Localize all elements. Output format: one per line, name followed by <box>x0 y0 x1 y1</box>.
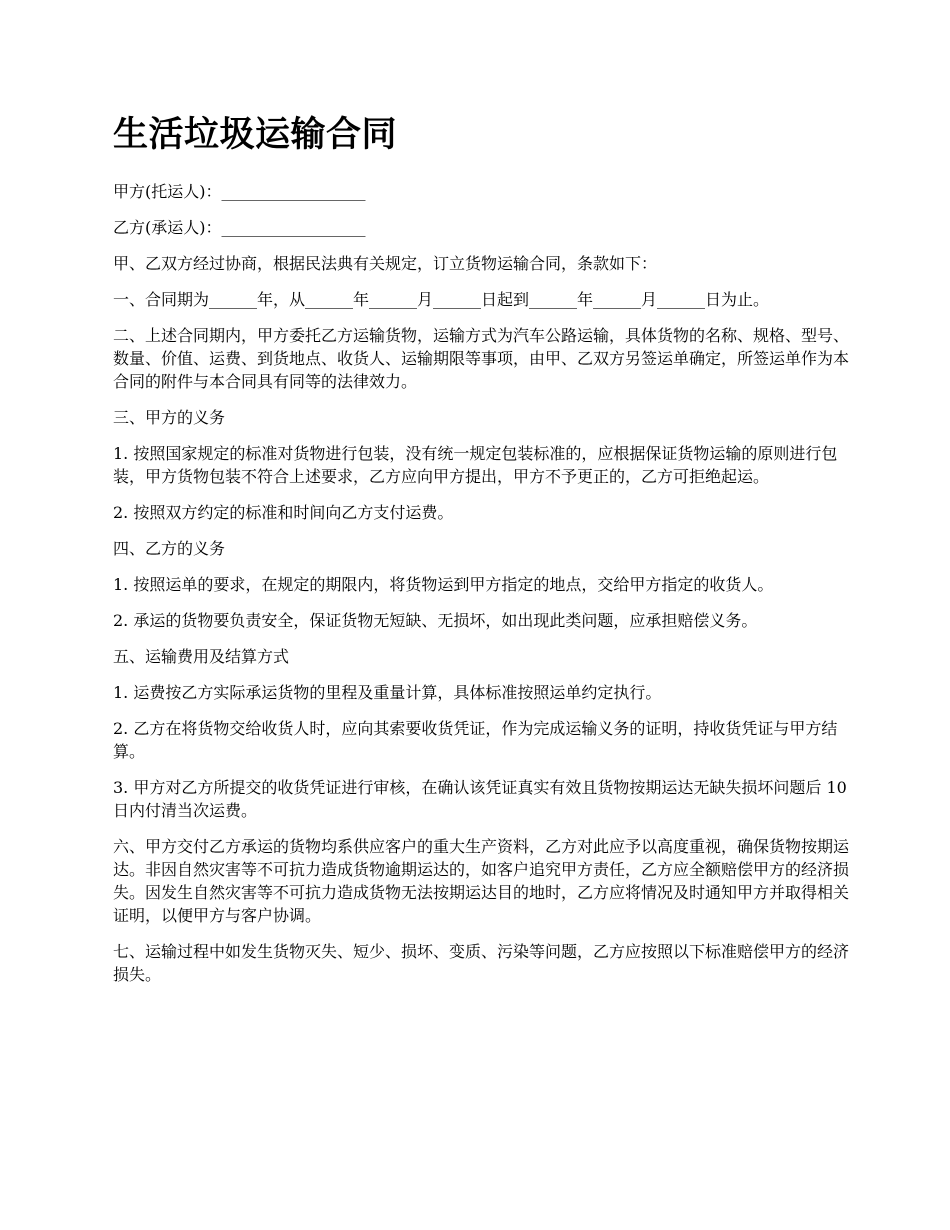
clause-3-heading: 三、甲方的义务 <box>113 408 226 427</box>
document-title: 生活垃圾运输合同 <box>113 115 398 155</box>
clause-4-item-2: 2. 承运的货物要负责安全，保证货物无短缺、无损坏，如出现此类问题，应承担赔偿义务。 <box>113 611 758 630</box>
clause-5-heading: 五、运输费用及结算方式 <box>113 647 290 666</box>
clause-4-item-1: 1. 按照运单的要求，在规定的期限内，将货物运到甲方指定的地点，交给甲方指定的收货人。 <box>113 575 774 594</box>
clause-6-paragraph: 六、甲方交付乙方承运的货物均系供应客户的重大生产资料，乙方对此应予以高度重视，确保货物按期运达。非因自然灾害等不可抗力造成货物逾期运达的，如客户追究甲方责任，乙方应全额赔偿甲方的经济损失。因发生自然灾害等不可抗力造成货物无法按期运达目的地时，乙方应将情况及时通知甲方并取得相关证明，以便甲方与客户协调。 <box>113 837 850 925</box>
clause-5-item-2: 2. 乙方在将货物交给收货人时，应向其索要收货凭证，作为完成运输义务的证明，持收货凭证与甲方结算。 <box>113 719 838 761</box>
clause-3-item-2: 2. 按照双方约定的标准和时间向乙方支付运费。 <box>113 503 454 522</box>
clause-3-item-1: 1. 按照国家规定的标准对货物进行包装，没有统一规定包装标准的，应根据保证货物运输的原则进行包装，甲方货物包装不符合上述要求，乙方应向甲方提出，甲方不予更正的，乙方可拒绝起运。 <box>113 444 838 486</box>
party-b-line: 乙方(承运人)：__________________ <box>113 218 366 237</box>
clause-4-heading: 四、乙方的义务 <box>113 539 226 558</box>
clause-2-transport-scope: 二、上述合同期内，甲方委托乙方运输货物，运输方式为汽车公路运输，具体货物的名称、规格、型号、数量、价值、运费、到货地点、收货人、运输期限等事项，由甲、乙双方另签运单确定，所签运单作为本合同的附件与本合同具有同等的法律效力。 <box>113 326 850 391</box>
party-a-line: 甲方(托运人)：__________________ <box>113 182 366 201</box>
clause-7-paragraph: 七、运输过程中如发生货物灭失、短少、损坏、变质、污染等问题，乙方应按照以下标准赔偿甲方的经济损失。 <box>113 942 850 984</box>
clause-5-item-3: 3. 甲方对乙方所提交的收货凭证进行审核，在确认该凭证真实有效且货物按期运达无缺失损坏问题后 10 日内付清当次运费。 <box>113 778 847 820</box>
clause-1-contract-period: 一、合同期为______年，从______年______月______日起到______年______月______日为止。 <box>113 290 770 309</box>
clause-5-item-1: 1. 运费按乙方实际承运货物的里程及重量计算，具体标准按照运单约定执行。 <box>113 683 662 702</box>
preamble-paragraph: 甲、乙双方经过协商，根据民法典有关规定，订立货物运输合同，条款如下： <box>113 254 658 273</box>
document-page <box>113 112 853 999</box>
